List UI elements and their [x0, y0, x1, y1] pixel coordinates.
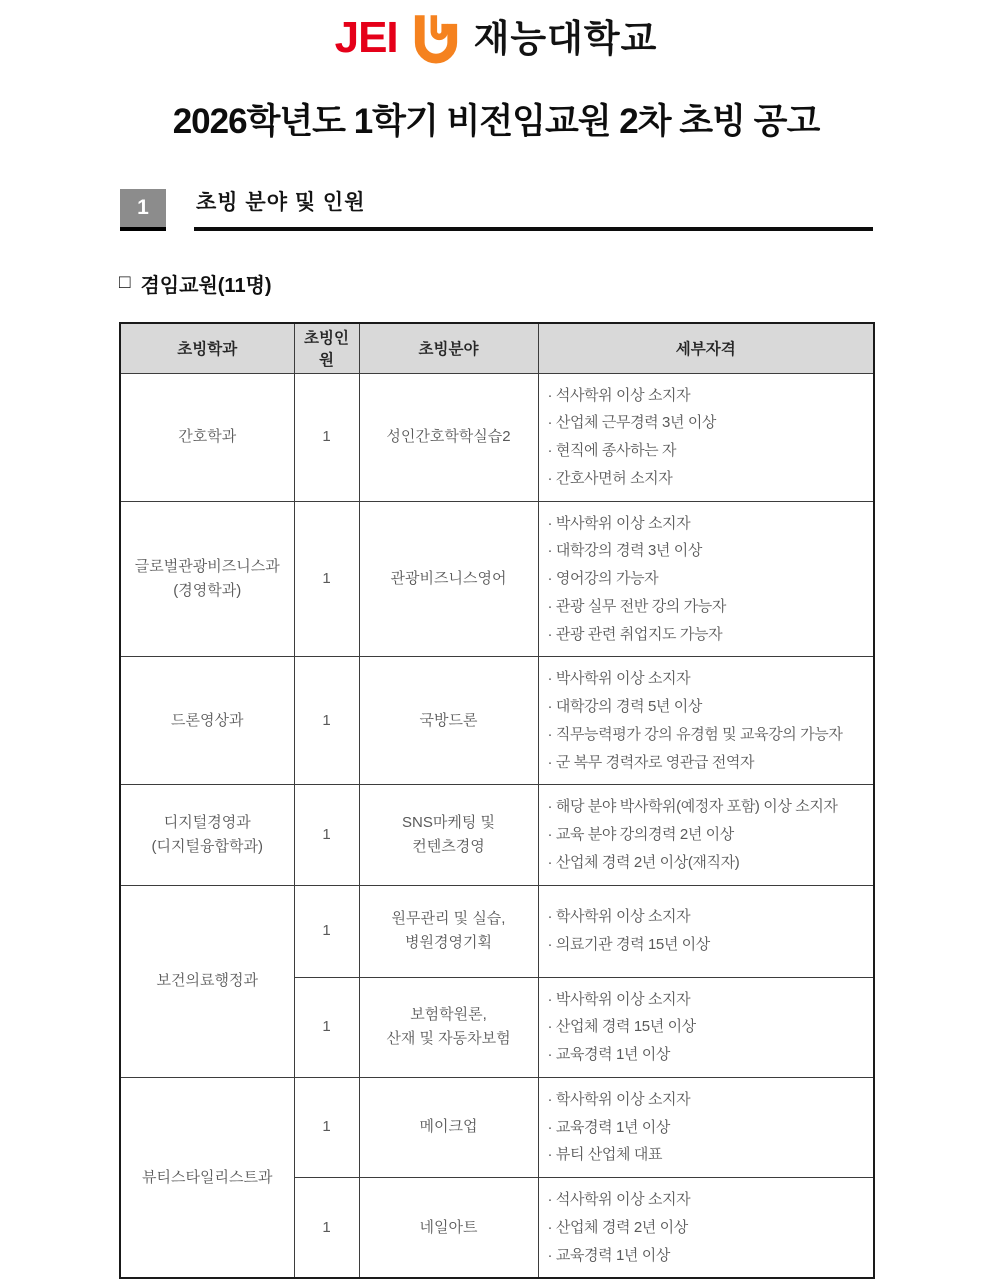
university-name: 재능대학교 [473, 17, 658, 59]
table-row [120, 1077, 874, 1177]
department-cell-merged: 뷰티스타일리스트과 [120, 1077, 294, 1278]
col-header-field: 초빙분야 [359, 323, 538, 373]
field-cell: 메이크업 [359, 1077, 538, 1177]
count-cell: 1 [294, 885, 359, 977]
recruitment-table [119, 322, 875, 1279]
section-title-underline [194, 186, 873, 231]
subsection-title: 겸임교원(11명) [140, 275, 272, 297]
count-cell: 1 [294, 977, 359, 1077]
count-cell: 1 [294, 1077, 359, 1177]
table-row [120, 785, 874, 885]
jei-wordmark: JEI [334, 13, 398, 62]
field-cell: 성인간호학학실습2 [359, 373, 538, 501]
university-logo [0, 0, 992, 64]
section-title: 초빙 분야 및 인원 [196, 191, 366, 214]
department-cell: 디지털경영과 (디지털융합학과) [120, 785, 294, 885]
jei-u-logo-icon [410, 12, 462, 64]
section-number-badge: 1 [120, 189, 166, 231]
field-cell: 네일아트 [359, 1178, 538, 1279]
qualifications-cell: · 학사학위 이상 소지자 · 의료기관 경력 15년 이상 [538, 885, 874, 977]
department-cell-merged: 보건의료행정과 [120, 885, 294, 1077]
table-row [120, 501, 874, 657]
square-bullet-icon: □ [119, 271, 131, 293]
qualifications-cell: · 석사학위 이상 소지자 · 산업체 경력 2년 이상 · 교육경력 1년 이상 [538, 1178, 874, 1279]
qualifications-cell: · 학사학위 이상 소지자 · 교육경력 1년 이상 · 뷰티 산업체 대표 [538, 1077, 874, 1177]
count-cell: 1 [294, 501, 359, 657]
count-cell: 1 [294, 373, 359, 501]
count-cell: 1 [294, 785, 359, 885]
table-header-row [120, 323, 874, 373]
count-cell: 1 [294, 657, 359, 785]
field-cell: 국방드론 [359, 657, 538, 785]
field-cell: 관광비즈니스영어 [359, 501, 538, 657]
col-header-department: 초빙학과 [120, 323, 294, 373]
count-cell: 1 [294, 1178, 359, 1279]
department-cell: 드론영상과 [120, 657, 294, 785]
page-title: 2026학년도 1학기 비전임교원 2차 초빙 공고 [172, 102, 820, 141]
col-header-qualifications: 세부자격 [538, 323, 874, 373]
field-cell: SNS마케팅 및 컨텐츠경영 [359, 785, 538, 885]
qualifications-cell: · 박사학위 이상 소지자 · 산업체 경력 15년 이상 · 교육경력 1년 이상 [538, 977, 874, 1077]
section-header [120, 186, 873, 231]
field-cell: 원무관리 및 실습, 병원경영기획 [359, 885, 538, 977]
col-header-count: 초빙인원 [294, 323, 359, 373]
qualifications-cell: · 박사학위 이상 소지자 · 대학강의 경력 3년 이상 · 영어강의 가능자 · 관광 실무 전반 강의 가능자 · 관광 관련 취업지도 가능자 [538, 501, 874, 657]
qualifications-cell: · 해당 분야 박사학위(예정자 포함) 이상 소지자 · 교육 분야 강의경력 2년 이상 · 산업체 경력 2년 이상(재직자) [538, 785, 874, 885]
department-cell: 간호학과 [120, 373, 294, 501]
field-cell: 보험학원론, 산재 및 자동차보험 [359, 977, 538, 1077]
qualifications-cell: · 박사학위 이상 소지자 · 대학강의 경력 5년 이상 · 직무능력평가 강의 유경험 및 교육강의 가능자 · 군 복무 경력자로 영관급 전역자 [538, 657, 874, 785]
table-row [120, 885, 874, 977]
table-row [120, 657, 874, 785]
table-row [120, 373, 874, 501]
subsection-heading [119, 269, 992, 298]
department-cell: 글로벌관광비즈니스과 (경영학과) [120, 501, 294, 657]
qualifications-cell: · 석사학위 이상 소지자 · 산업체 근무경력 3년 이상 · 현직에 종사하는 자 · 간호사면허 소지자 [538, 373, 874, 501]
